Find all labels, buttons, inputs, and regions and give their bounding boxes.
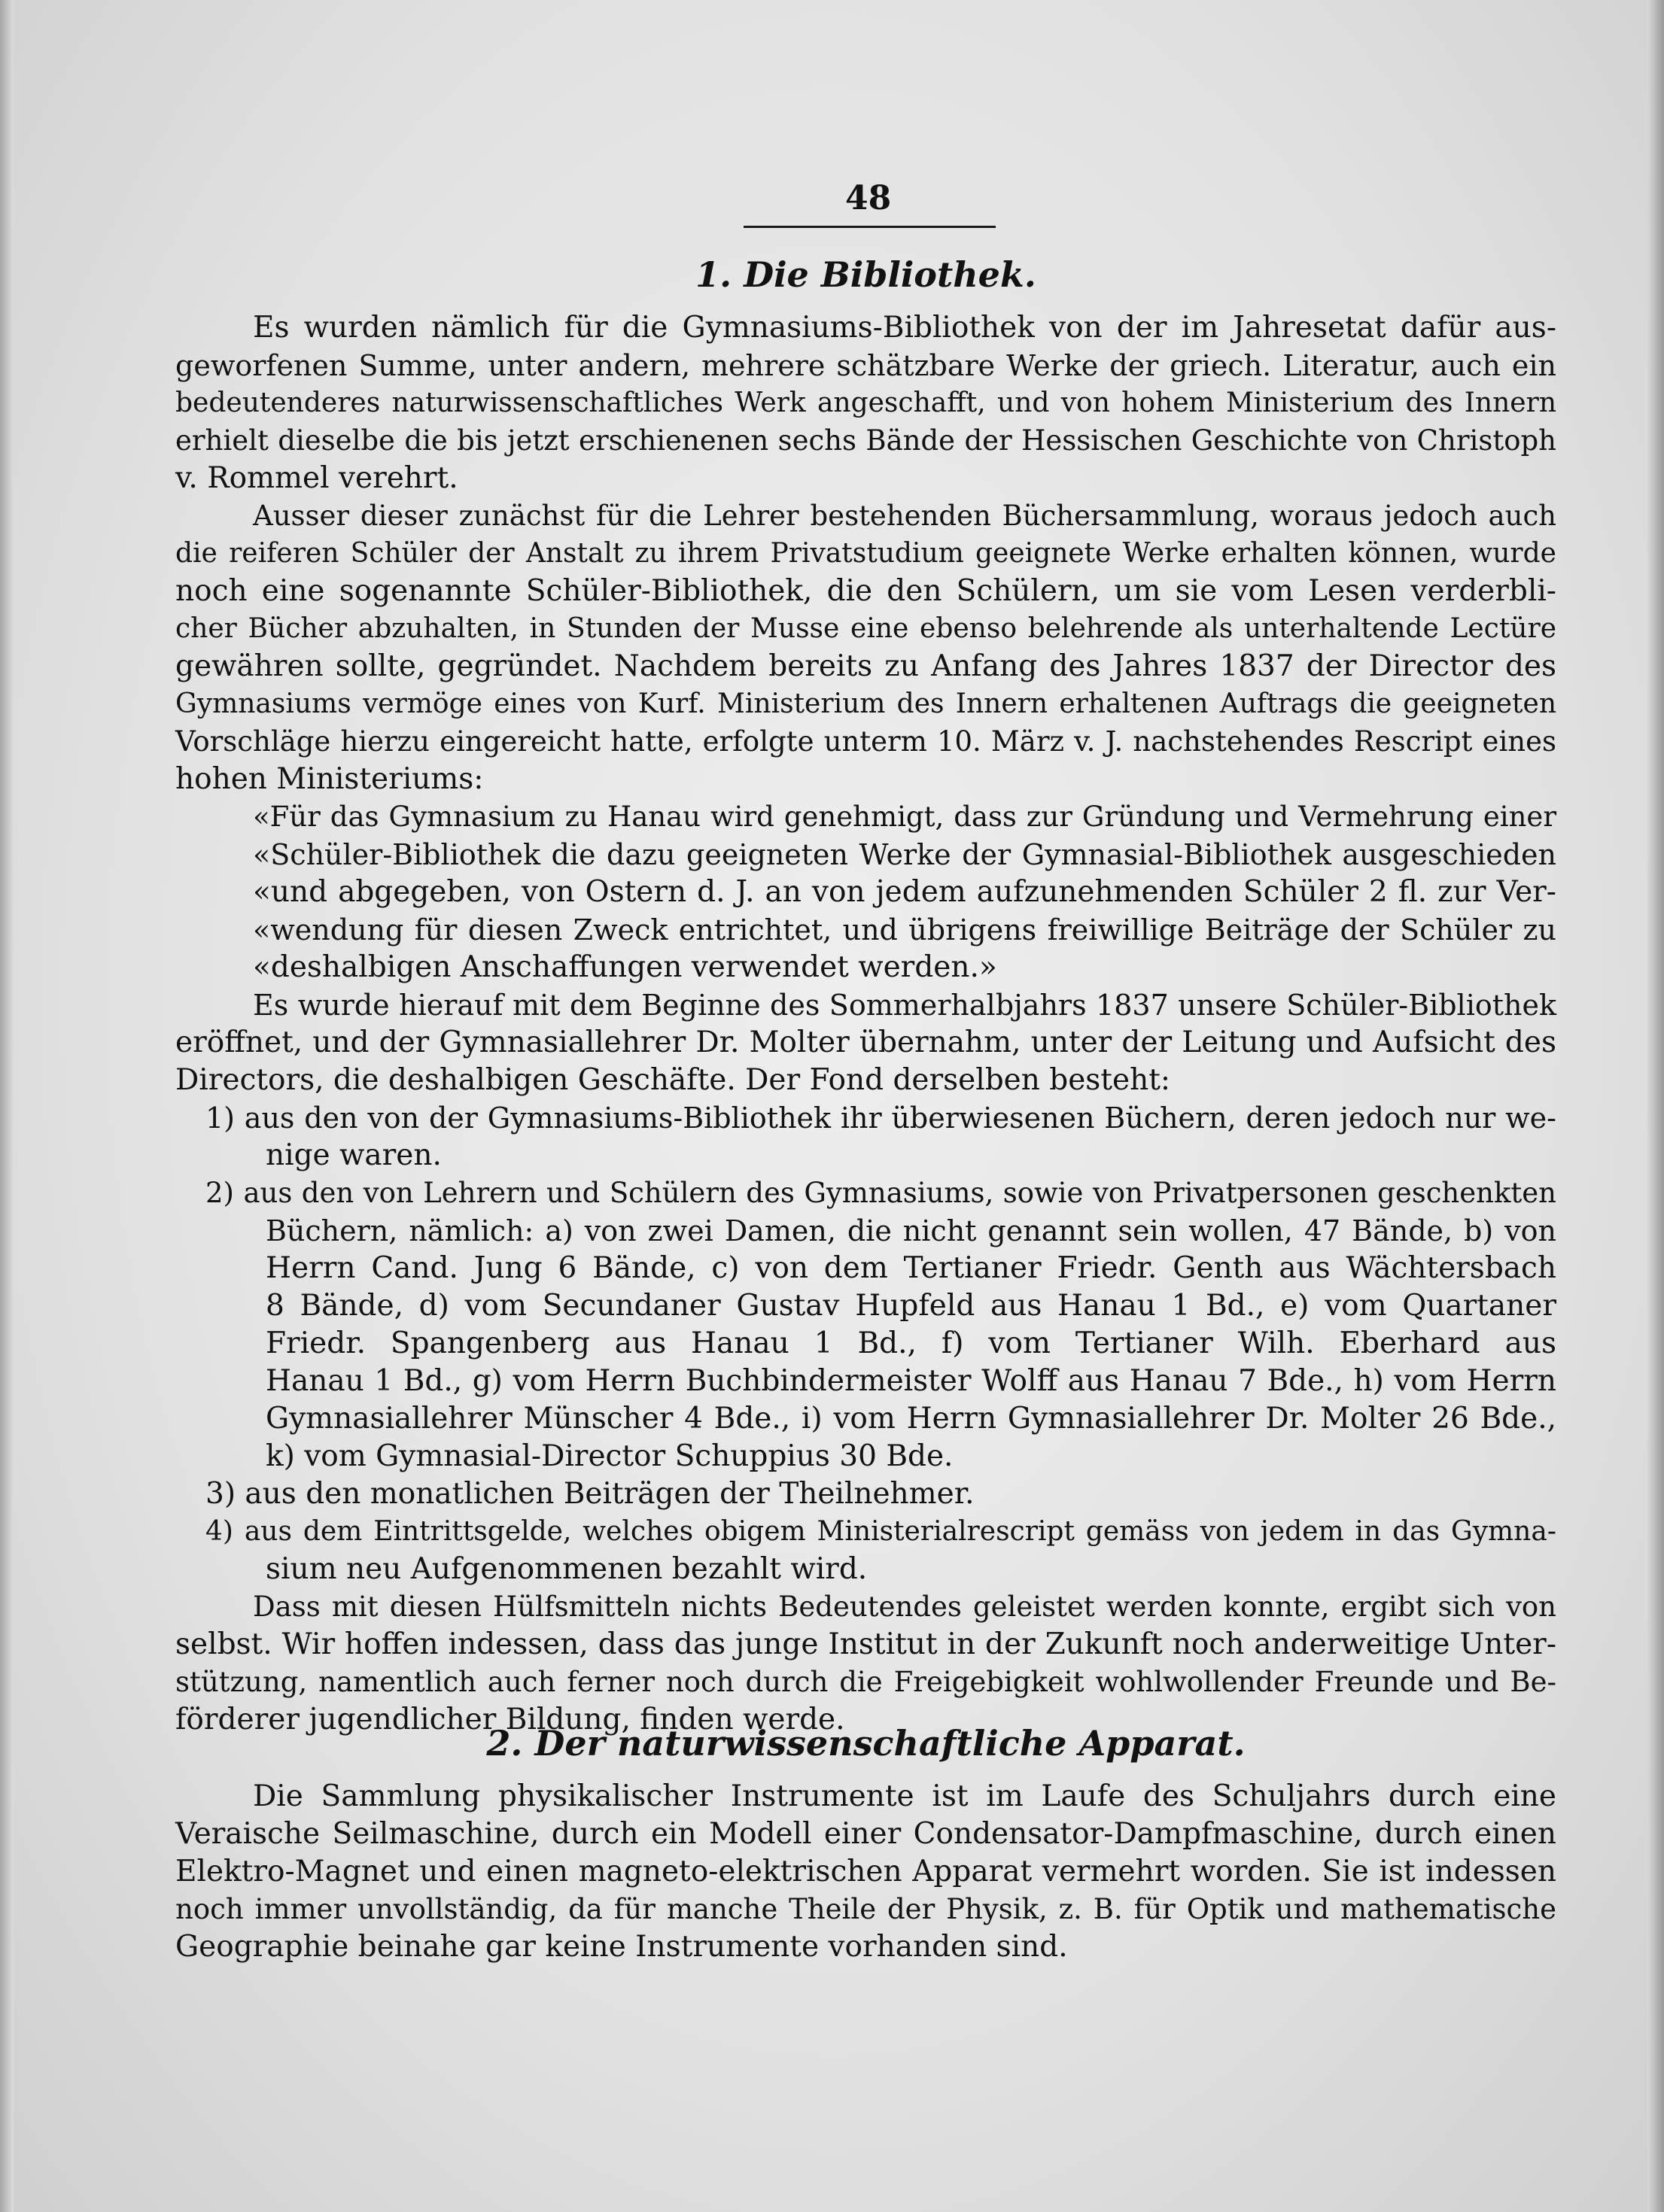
list-item-line: 3) aus den monatlichen Beiträgen der Theilnehmer.	[205, 1477, 975, 1511]
text-line: selbst. Wir hoffen indessen, dass das junge Institut in der Zukunft noch anderweitige Unter-	[175, 1627, 1556, 1661]
text-line: gewähren sollte, gegründet. Nachdem bereits zu Anfang des Jahres 1837 der Director des	[175, 649, 1556, 683]
text-line: Veraische Seilmaschine, durch ein Modell einer Condensator-Dampfmaschine, durch einen	[175, 1817, 1556, 1851]
text-line: Dass mit diesen Hülfsmitteln nichts Bedeutendes geleistet werden konnte, ergibt sich von	[253, 1591, 1556, 1623]
text-line: Geographie beinahe gar keine Instrumente vorhanden sind.	[175, 1930, 1068, 1964]
list-item-line: Herrn Cand. Jung 6 Bände, c) von dem Tertianer Friedr. Genth aus Wächtersbach	[266, 1251, 1556, 1285]
text-line: Directors, die deshalbigen Geschäfte. Der Fond derselben besteht:	[175, 1063, 1171, 1097]
text-line: geworfenen Summe, unter andern, mehrere schätzbare Werke der griech. Literatur, auch ein	[175, 349, 1556, 382]
list-item-line: 1) aus den von der Gymnasiums-Bibliothek ihr überwiesenen Büchern, deren jedoch nur we-	[205, 1101, 1556, 1135]
page-edge-left	[0, 0, 14, 2212]
text-line: stützung, namentlich auch ferner noch durch die Freigebigkeit wohlwollender Freunde und Be-	[175, 1666, 1556, 1698]
page-edge-right	[1647, 0, 1664, 2212]
quote-line: «und abgegeben, von Ostern d. J. an von jedem aufzunehmenden Schüler 2 fl. zur Ver-	[253, 875, 1556, 909]
quote-line: «Schüler-Bibliothek die dazu geeigneten Werke der Gymnasial-Bibliothek ausgeschieden	[253, 838, 1556, 871]
text-line: Vorschläge hierzu eingereicht hatte, erfolgte unterm 10. März v. J. nachstehendes Rescript eines	[175, 725, 1556, 758]
text-line: Ausser dieser zunächst für die Lehrer bestehenden Büchersammlung, woraus jedoch auch	[253, 500, 1556, 532]
text-line: Die Sammlung physikalischer Instrumente ist im Laufe des Schuljahrs durch eine	[253, 1779, 1556, 1813]
text-line: noch eine sogenannte Schüler-Bibliothek, die den Schülern, um sie vom Lesen verderbli-	[175, 574, 1556, 608]
text-line: hohen Ministeriums:	[175, 762, 484, 796]
list-item-line: 4) aus dem Eintrittsgelde, welches obigem Ministerialrescript gemäss von jedem in das Gymna-	[205, 1516, 1556, 1547]
header-rule	[744, 226, 996, 228]
list-item-line: 8 Bände, d) vom Secundaner Gustav Hupfeld aus Hanau 1 Bd., e) vom Quartaner	[266, 1289, 1556, 1323]
text-line: Gymnasiums vermöge eines von Kurf. Ministerium des Innern erhaltenen Auftrags die geeigneten	[175, 688, 1556, 719]
list-item-line: 2) aus den von Lehrern und Schülern des Gymnasiums, sowie von Privatpersonen geschenkten	[205, 1177, 1556, 1209]
text-line: bedeutenderes naturwissenschaftliches Werk angeschafft, und von hohem Ministerium des Innern	[175, 387, 1556, 418]
list-item-line: sium neu Aufgenommenen bezahlt wird.	[266, 1552, 868, 1586]
list-item-line: Hanau 1 Bd., g) vom Herrn Buchbindermeister Wolff aus Hanau 7 Bde., h) vom Herrn	[266, 1364, 1556, 1398]
quote-line: «wendung für diesen Zweck entrichtet, und übrigens freiwillige Beiträge der Schüler zu	[253, 913, 1556, 946]
text-line: Es wurde hierauf mit dem Beginne des Sommerhalbjahrs 1837 unsere Schüler-Bibliothek	[253, 989, 1556, 1022]
section-heading-library: 1. Die Bibliothek.	[695, 254, 1036, 295]
text-line: Es wurden nämlich für die Gymnasiums-Bibliothek von der im Jahresetat dafür aus-	[253, 311, 1556, 345]
list-item-line: k) vom Gymnasial-Director Schuppius 30 Bde.	[266, 1439, 954, 1473]
section-heading-apparatus: 2. Der naturwissenschaftliche Apparat.	[486, 1723, 1246, 1764]
text-line: eröffnet, und der Gymnasiallehrer Dr. Molter übernahm, unter der Leitung und Aufsicht des	[175, 1025, 1556, 1059]
quote-line: «deshalbigen Anschaffungen verwendet werden.»	[253, 950, 997, 984]
text-line: cher Bücher abzuhalten, in Stunden der Musse eine ebenso belehrende als unterhaltende Lectüre	[175, 613, 1556, 644]
text-line: noch immer unvollständig, da für manche Theile der Physik, z. B. für Optik und mathematische	[175, 1893, 1556, 1925]
text-line: die reiferen Schüler der Anstalt zu ihrem Privatstudium geeignete Werke erhalten können, wurde	[175, 538, 1556, 569]
list-item-line: Büchern, nämlich: a) von zwei Damen, die nicht genannt sein wollen, 47 Bände, b) von	[266, 1214, 1556, 1247]
text-line: v. Rommel verehrt.	[175, 461, 458, 495]
text-line: Elektro-Magnet und einen magneto-elektrischen Apparat vermehrt worden. Sie ist indessen	[175, 1855, 1556, 1888]
page-number: 48	[845, 179, 892, 217]
list-item-line: Friedr. Spangenberg aus Hanau 1 Bd., f) vom Tertianer Wilh. Eberhard aus	[266, 1326, 1556, 1360]
text-line: erhielt dieselbe die bis jetzt erschienenen sechs Bände der Hessischen Geschichte von Christoph	[175, 424, 1556, 457]
quote-line: «Für das Gymnasium zu Hanau wird genehmigt, dass zur Gründung und Vermehrung einer	[253, 801, 1556, 833]
list-item-line: nige waren.	[266, 1138, 442, 1172]
text-line: förderer jugendlicher Bildung, finden werde.	[175, 1703, 845, 1736]
list-item-line: Gymnasiallehrer Münscher 4 Bde., i) vom Herrn Gymnasiallehrer Dr. Molter 26 Bde.,	[266, 1402, 1556, 1436]
